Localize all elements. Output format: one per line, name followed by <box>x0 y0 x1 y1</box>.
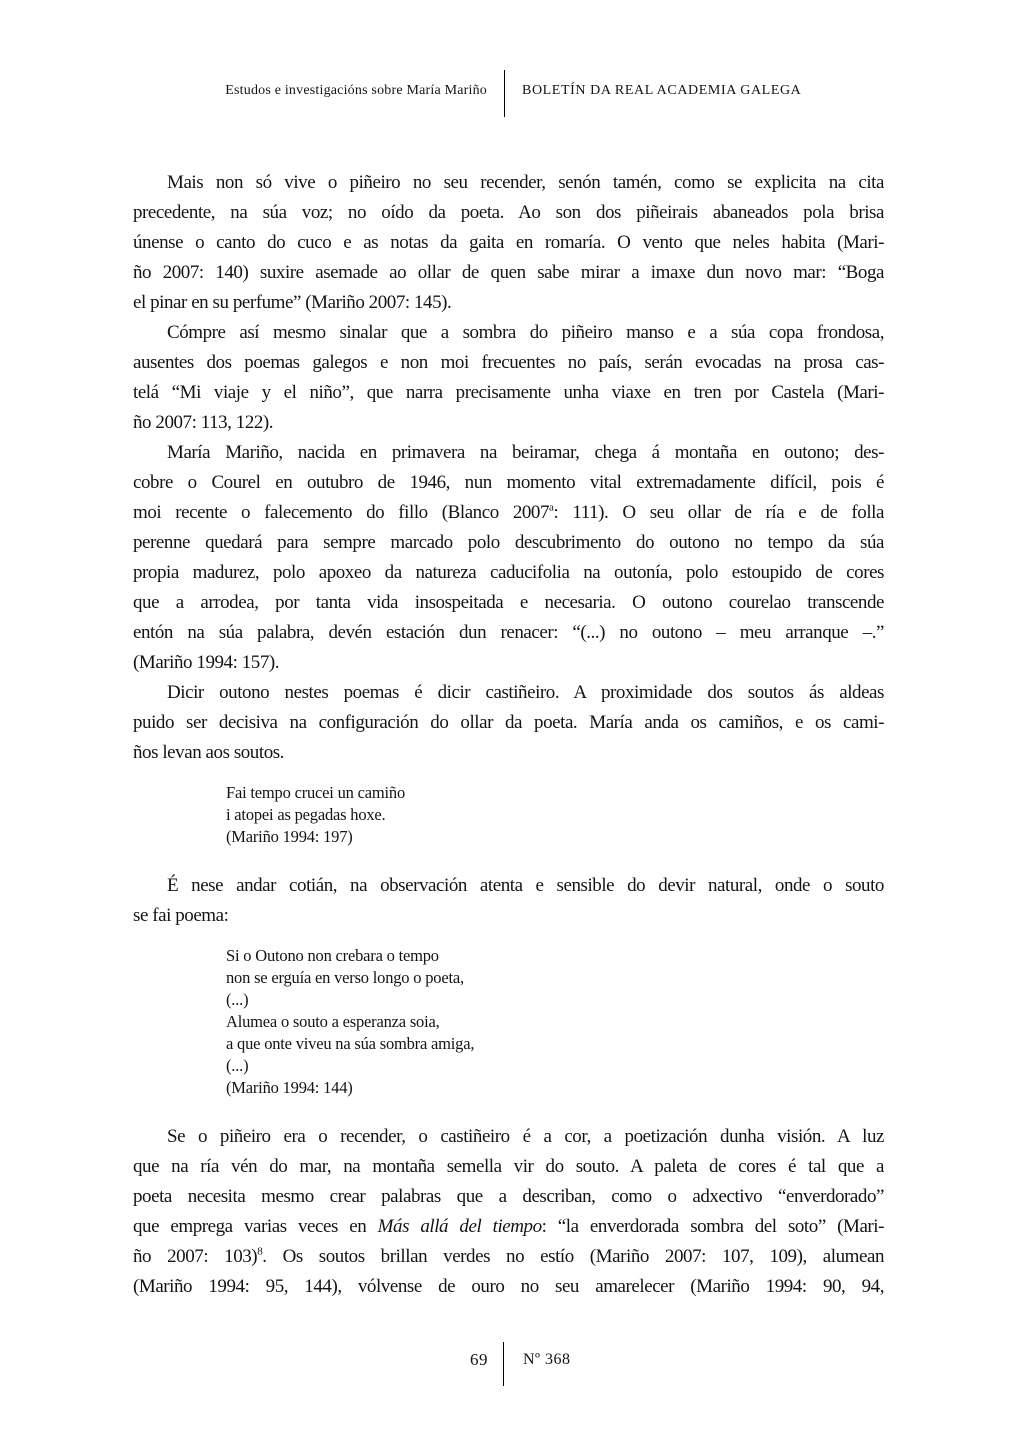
text-line: perenne quedará para sempre marcado polo descubrimento do outono no tempo da súa <box>133 532 884 553</box>
text-line: propia madurez, polo apoxeo da natureza caducifolia na outonía, polo estoupido de cores <box>133 562 884 583</box>
text-line: (Mariño 1994: 197) <box>226 827 353 846</box>
footer-divider-line <box>503 1342 504 1386</box>
text-line: el pinar en su perfume” (Mariño 2007: 145). <box>133 292 452 313</box>
text-line: É nese andar cotián, na observación atenta e sensible do devir natural, onde o souto <box>167 875 884 896</box>
text-line: a que onte viveu na súa sombra amiga, <box>226 1034 475 1053</box>
text-line: Si o Outono non crebara o tempo <box>226 946 439 965</box>
text-line: precedente, na súa voz; no oído da poeta. Ao son dos piñeirais abaneados pola brisa <box>133 202 884 223</box>
body-paragraph <box>133 168 884 318</box>
article-body <box>133 168 884 1302</box>
body-paragraph <box>133 318 884 438</box>
text-line: Cómpre así mesmo sinalar que a sombra do piñeiro manso e a súa copa frondosa, <box>167 322 884 343</box>
text-line: que emprega varias veces en Más allá del tiempo: “la enverdorada sombra del soto” (Mari- <box>133 1216 884 1237</box>
text-line: Mais non só vive o piñeiro no seu recender, senón tamén, como se explicita na cita <box>167 172 884 193</box>
text-line: cobre o Courel en outubro de 1946, nun momento vital extremadamente difícil, pois é <box>133 472 884 493</box>
text-line: (...) <box>226 990 249 1009</box>
running-header <box>0 70 1010 118</box>
header-journal-title: BOLETÍN DA REAL ACADEMIA GALEGA <box>522 83 802 98</box>
text-line: puido ser decisiva na configuración do ollar da poeta. María anda os camiños, e os cami- <box>133 712 884 733</box>
text-line: ño 2007: 113, 122). <box>133 412 274 433</box>
text-line: Alumea o souto a esperanza soia, <box>226 1012 440 1031</box>
text-line: que na ría vén do mar, na montaña semella vir do souto. A paleta de cores é tal que a <box>133 1156 884 1177</box>
body-paragraph <box>133 678 884 768</box>
text-line: Dicir outono nestes poemas é dicir castiñeiro. A proximidade dos soutos ás aldeas <box>167 682 884 703</box>
text-line: i atopei as pegadas hoxe. <box>226 805 386 824</box>
text-line: ños levan aos soutos. <box>133 742 284 763</box>
text-line: ño 2007: 103)$^8$. Os soutos brillan verdes no estío (Mariño 2007: 107, 109), alumean <box>133 1245 884 1267</box>
verse-quote <box>226 782 884 848</box>
verse-quote <box>226 945 884 1099</box>
text-line: non se erguía en verso longo o poeta, <box>226 968 464 987</box>
header-divider-line <box>504 70 505 117</box>
text-line: telá “Mi viaje y el niño”, que narra precisamente unha viaxe en tren por Castela (Mari- <box>133 382 884 403</box>
text-line: ño 2007: 140) suxire asemade ao ollar de quen sabe mirar a imaxe dun novo mar: “Boga <box>133 262 884 283</box>
running-footer <box>0 1340 1010 1388</box>
text-line: moi recente o falecemento do fillo (Blanco 2007$^a$: 111). O seu ollar de ría e de folla <box>133 501 884 523</box>
body-paragraph <box>133 1122 884 1302</box>
text-line: Se o piñeiro era o recender, o castiñeiro é a cor, a poetización dunha visión. A luz <box>167 1126 884 1147</box>
header-series-title: Estudos e investigacións sobre María Mariño <box>225 83 487 98</box>
text-line: únense o canto do cuco e as notas da gaita en romaría. O vento que neles habita (Mari- <box>133 232 884 253</box>
text-line: (...) <box>226 1056 249 1075</box>
text-line: entón na súa palabra, devén estación dun renacer: “(...) no outono – meu arranque –.” <box>133 622 884 643</box>
page-number: 69 <box>470 1350 488 1369</box>
text-line: (Mariño 1994: 95, 144), vólvense de ouro no seu amarelecer (Mariño 1994: 90, 94, <box>133 1276 884 1297</box>
text-line: Fai tempo crucei un camiño <box>226 783 405 802</box>
text-line: María Mariño, nacida en primavera na beiramar, chega á montaña en outono; des- <box>167 442 884 463</box>
text-line: (Mariño 1994: 144) <box>226 1078 353 1097</box>
text-line: ausentes dos poemas galegos e non moi frecuentes no país, serán evocadas na prosa cas- <box>133 352 884 373</box>
body-paragraph <box>133 438 884 678</box>
issue-number: Nº 368 <box>523 1351 571 1368</box>
text-line: que a arrodea, por tanta vida insospeitada e necesaria. O outono courelao transcende <box>133 592 884 613</box>
text-line: (Mariño 1994: 157). <box>133 652 280 673</box>
text-line: poeta necesita mesmo crear palabras que a describan, como o adxectivo “enverdorado” <box>133 1186 884 1207</box>
body-paragraph <box>133 871 884 931</box>
text-line: se fai poema: <box>133 905 229 926</box>
